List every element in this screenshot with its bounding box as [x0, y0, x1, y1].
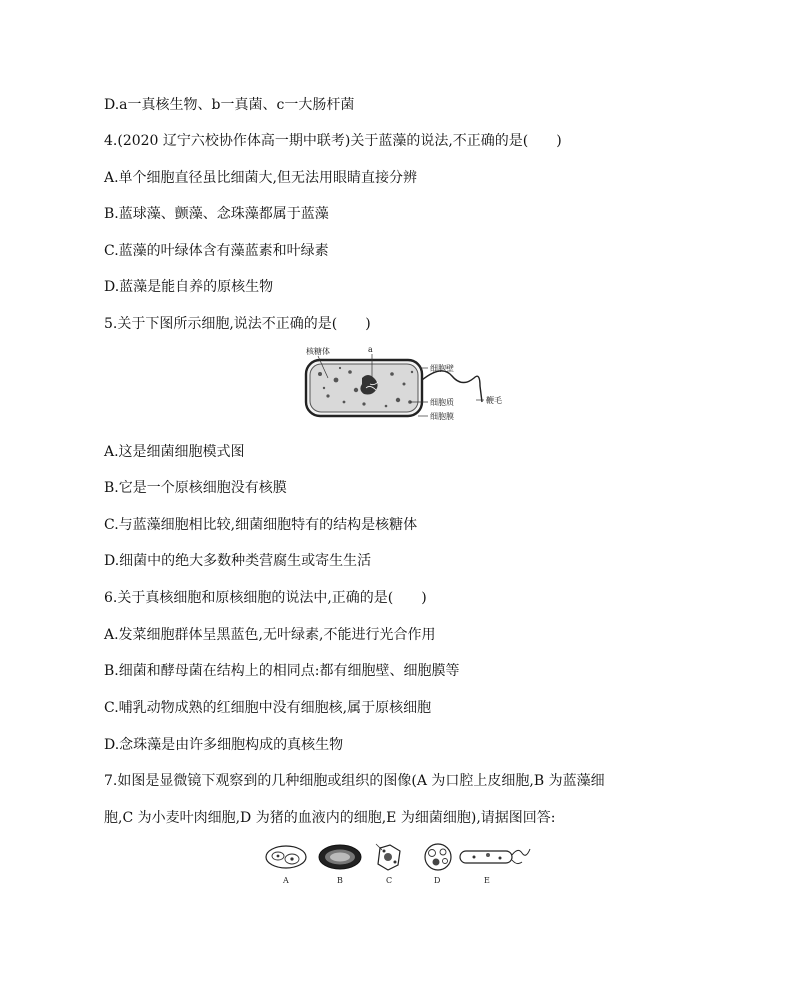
cells-diagram — [262, 842, 532, 874]
q3-option-d: D.a一真核生物、b一真菌、c一大肠杆菌 — [104, 97, 355, 113]
cell-label-e: E — [484, 876, 490, 885]
cell-label-c: C — [386, 876, 393, 885]
q4-option-d: D.蓝藻是能自养的原核生物 — [104, 279, 274, 295]
q4-stem: 4.(2020 辽宁六校协作体高一期中联考)关于蓝藻的说法,不正确的是( ) — [104, 133, 562, 149]
label-ribosome: 核糖体 — [306, 347, 330, 356]
cell-a-drawing — [266, 846, 306, 868]
q4-option-c: C.蓝藻的叶绿体含有藻蓝素和叶绿素 — [104, 243, 329, 259]
cell-label-b: B — [337, 876, 343, 885]
q6-option-d: D.念珠藻是由许多细胞构成的真核生物 — [104, 737, 344, 753]
q6-option-b: B.细菌和酵母菌在结构上的相同点:都有细胞壁、细胞膜等 — [104, 663, 460, 679]
q4-option-a: A.单个细胞直径虽比细菌大,但无法用眼睛直接分辨 — [104, 170, 418, 186]
label-cytoplasm: 细胞质 — [430, 398, 454, 407]
q5-option-c: C.与蓝藻细胞相比较,细菌细胞特有的结构是核糖体 — [104, 517, 418, 533]
label-cell-wall: 细胞壁 — [430, 364, 454, 373]
cell-b-drawing — [319, 845, 361, 869]
cell-d-drawing — [425, 844, 451, 870]
cell-e-drawing — [460, 849, 530, 864]
bacterium-diagram — [300, 344, 524, 428]
label-a: a — [368, 345, 373, 354]
q7-stem-line-1: 7.如图是显微镜下观察到的几种细胞或组织的图像(A 为口腔上皮细胞,B 为蓝藻细 — [104, 773, 605, 789]
q5-option-a: A.这是细菌细胞模式图 — [104, 444, 245, 460]
q6-option-c: C.哺乳动物成熟的红细胞中没有细胞核,属于原核细胞 — [104, 700, 432, 716]
cells-figure — [262, 842, 532, 888]
cell-c-drawing — [376, 844, 400, 870]
bacterium-figure — [300, 344, 524, 428]
label-flagellum: 鞭毛 — [486, 396, 502, 405]
q4-option-b: B.蓝球藻、颤藻、念珠藻都属于蓝藻 — [104, 206, 329, 222]
label-cell-membrane: 细胞膜 — [430, 412, 454, 421]
cell-label-a: A — [283, 876, 289, 885]
q6-option-a: A.发菜细胞群体呈黑蓝色,无叶绿素,不能进行光合作用 — [104, 627, 436, 643]
q6-stem: 6.关于真核细胞和原核细胞的说法中,正确的是( ) — [104, 590, 427, 606]
cell-label-d: D — [434, 876, 441, 885]
q5-option-d: D.细菌中的绝大多数种类营腐生或寄生生活 — [104, 553, 372, 569]
q5-stem: 5.关于下图所示细胞,说法不正确的是( ) — [104, 316, 371, 332]
q7-stem-line-2: 胞,C 为小麦叶肉细胞,D 为猪的血液内的细胞,E 为细菌细胞),请据图回答: — [104, 810, 556, 826]
q5-option-b: B.它是一个原核细胞没有核膜 — [104, 480, 287, 496]
